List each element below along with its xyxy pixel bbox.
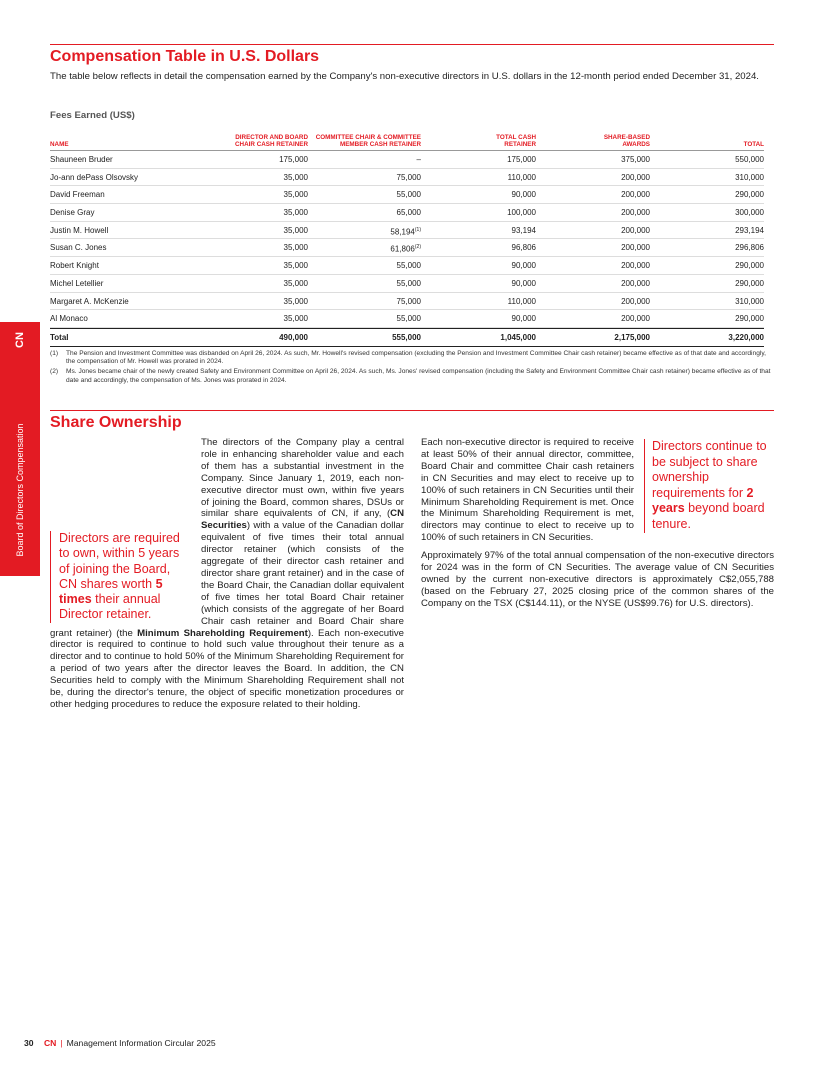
cell-share-awards [560,314,650,323]
intro-paragraph: The table below reflects in detail the compensation earned by the Company's non-executive directors in U.S. dollars in the 12-month period ended December 31, 2024. [50,71,759,82]
total-cash: 1,045,000 [500,332,536,342]
cell-director-retainer-text: 35,000 [283,243,308,253]
term-min-shareholding: Minimum Shareholding Requirement [137,627,308,639]
cell-director-retainer-text: 35,000 [283,225,308,235]
cell-committee-retainer [331,226,421,237]
section-title-share-ownership: Share Ownership [50,414,182,431]
cell-director-retainer [218,208,308,217]
cell-total-cash [446,261,536,270]
table-row [50,239,764,257]
callout-bold: 2 years [652,485,754,516]
table-footnotes [50,350,776,387]
cell-director-retainer [218,226,308,235]
cell-total [674,279,764,288]
cell-name-text: Susan C. Jones [50,243,107,253]
sidebar-section-label: Board of Directors Compensation [15,423,25,557]
header-total: TOTAL [743,141,764,148]
footnote-text: Ms. Jones became chair of the newly created Safety and Environment Committee on April 26, 2024. As such, Ms. Jones' revised compensation (including the Safety and Environment Committee Chair cash retainer) became effective as of that date and accordingly, the compensation of Ms. Jones was prorated in 2024. [66,368,771,384]
table-total-row [50,328,764,347]
cell-total [674,261,764,270]
footer-separator: | [60,1038,63,1048]
cell-name [50,190,105,199]
cell-committee-retainer [331,173,421,182]
paragraph-text: The directors of the Company play a central role in enhancing shareholder value and each of them has a substantial investment in the Company. Since January 1, 2019, each non-executive director must own, within five years of joining the Board, common shares, DSUs or similar share equivalents of CN, if any, ( [201,437,404,520]
cell-total-cash [446,173,536,182]
cell-total-cash [446,297,536,306]
cell-share-awards-text: 200,000 [621,190,650,200]
cell-name-text: Denise Gray [50,208,95,218]
section-title-compensation: Compensation Table in U.S. Dollars [50,48,320,65]
cell-total [674,190,764,199]
cell-director-retainer-text: 35,000 [283,296,308,306]
cell-total-cash-text: 90,000 [511,261,536,271]
cn-logo: CN [14,332,26,348]
cell-director-retainer [218,297,308,306]
table-row [50,204,764,222]
page-number: 30 [24,1038,34,1048]
cell-director-retainer [218,155,308,164]
cell-committee-retainer [331,261,421,270]
cell-total-cash-text: 100,000 [507,208,536,218]
cell-name-text: Al Monaco [50,314,88,324]
cell-name [50,173,138,182]
cell-director-retainer-text: 35,000 [283,261,308,271]
cell-total-cash-text: 110,000 [507,296,536,306]
cell-share-awards-text: 200,000 [621,296,650,306]
callout-five-times [50,531,189,623]
cell-total-cash [446,226,536,235]
table-row [50,186,764,204]
header-name: NAME [50,141,69,148]
cell-total-text: 290,000 [735,261,764,271]
cell-name-text: Robert Knight [50,261,99,271]
total-label: Total [50,332,69,342]
cell-share-awards-text: 375,000 [621,155,650,164]
cell-committee-retainer [331,190,421,199]
cell-total-cash-text: 90,000 [511,278,536,288]
callout-bold: 5 times [59,576,163,607]
header-total-cash: TOTAL CASH RETAINER [496,134,536,148]
paragraph-text: ). Each non-executive director is required to continue to hold such value throughout their tenure as a director and to continue to hold 50% of the Minimum Shareholding Requirement for a period of two years after the director leaves the Board. In addition, the CN Securities held to comply with the Minimum Shareholding Requirement shall not be, during the director's tenure, the object of specific monetization procedures or other hedging procedures to reduce the exposure related to their holding. [50,627,404,710]
table-body [50,151,764,328]
cell-name [50,261,99,270]
cell-total [674,173,764,182]
cell-total-text: 290,000 [735,314,764,324]
cell-share-awards-text: 200,000 [621,208,650,218]
cell-total [674,208,764,217]
cell-share-awards [560,243,650,252]
cell-name [50,297,129,306]
cell-name [50,208,94,217]
cell-director-retainer [218,314,308,323]
cell-total-text: 290,000 [735,278,764,288]
cell-share-awards-text: 200,000 [621,225,650,235]
cell-total [674,155,764,164]
footnote-text: The Pension and Investment Committee was disbanded on April 26, 2024. As such, Mr. Howell's revised compensation (excluding the Pension and Investment Committee Chair cash retainer) became effective as of that date and accordingly, the compensation of Mr. Howell was prorated in 2024. [66,350,766,366]
cell-committee-retainer [331,279,421,288]
cell-total-text: 296,806 [735,243,764,253]
footnote-1 [50,350,776,366]
table-row [50,151,764,169]
footnote-number: (2) [50,368,59,376]
cell-total-cash [446,208,536,217]
footnote-ref: (1) [414,226,421,233]
section-sidebar [0,322,40,576]
cell-committee-retainer [331,297,421,306]
cell-share-awards-text: 200,000 [621,314,650,324]
cell-total-cash [446,243,536,252]
footnote-ref: (2) [414,244,421,251]
cell-committee-retainer-text: 55,000 [396,190,421,200]
cell-total-cash-text: 110,000 [507,172,536,182]
cell-committee-retainer [331,208,421,217]
paragraph-retainers: Each non-executive director is required to receive at least 50% of their annual director, committee, Board Chair and committee Chair cash retainers in CN Securities and may elect to receive up to 100% of such retainers in CN Securities until their Minimum Shareholding Requirement is met. Once the Minimum Shareholding Requirement is met, directors may continue to elect to receive up to 100% of such retainers in CN Securities. [421,437,634,544]
top-rule [50,44,774,45]
cell-share-awards [560,226,650,235]
cell-director-retainer-text: 35,000 [283,278,308,288]
cell-committee-retainer [331,314,421,323]
cell-share-awards [560,297,650,306]
cell-total-cash [446,190,536,199]
cell-total-text: 300,000 [735,208,764,218]
fees-earned-label: Fees Earned (US$) [50,110,135,121]
cell-share-awards-text: 200,000 [621,261,650,271]
cell-total-cash-text: 90,000 [511,190,536,200]
header-share-awards: SHARE-BASED AWARDS [603,134,650,148]
cell-name [50,314,88,323]
cell-committee-retainer-text: 58,194 [390,227,415,237]
cell-committee-retainer-text: – [416,155,421,164]
paragraph-text: ) with a value of the Canadian dollar equivalent of five times their total annual director retainer (which consists of the aggregate of their director cash retainer and director share grant retainer) and in the case of the Board Chair, the Canadian dollar equivalent of five times her total Board Chair retainer (which consists of the aggregate of her Board Chair cash retainer and Board Chair share grant retainer) (the [50,520,404,639]
cell-committee-retainer-text: 75,000 [396,296,421,306]
cell-committee-retainer-text: 55,000 [396,314,421,324]
cell-director-retainer-text: 35,000 [283,190,308,200]
cell-total-cash-text: 93,194 [511,225,536,235]
cell-director-retainer [218,261,308,270]
cell-name-text: Justin M. Howell [50,225,109,235]
cell-total-cash [446,279,536,288]
cell-share-awards-text: 200,000 [621,278,650,288]
cell-name [50,243,106,252]
cell-committee-retainer [331,243,421,254]
cell-name-text: David Freeman [50,190,105,200]
cell-total [674,243,764,252]
term-cn-securities: CN Securities [201,508,404,532]
footnote-number: (1) [50,350,59,357]
cell-share-awards-text: 200,000 [621,243,650,253]
callout-text: their annual Director retainer. [59,592,161,622]
cell-director-retainer [218,190,308,199]
cell-name [50,155,113,164]
share-ownership-right-column [421,437,774,616]
cell-total [674,314,764,323]
callout-text: beyond board tenure. [652,501,765,531]
total-total: 3,220,000 [728,332,764,342]
cell-director-retainer-text: 35,000 [283,208,308,218]
cell-total-cash-text: 90,000 [511,314,536,324]
cell-share-awards [560,279,650,288]
share-ownership-left-column [50,437,404,711]
cell-committee-retainer [331,155,421,164]
cell-committee-retainer-text: 55,000 [396,278,421,288]
cell-name-text: Margaret A. McKenzie [50,296,129,306]
cell-total [674,297,764,306]
cell-share-awards [560,261,650,270]
cell-director-retainer-text: 35,000 [283,314,308,324]
cell-total-text: 293,194 [735,225,764,235]
cell-total-cash-text: 96,806 [511,243,536,253]
cell-director-retainer [218,243,308,252]
table-row [50,169,764,187]
total-director: 490,000 [279,332,308,342]
callout-text: Directors continue to be subject to share ownership requirements for [652,439,767,500]
cell-name [50,226,108,235]
cell-share-awards [560,173,650,182]
callout-two-years [644,439,774,533]
cell-director-retainer [218,279,308,288]
total-share: 2,175,000 [614,332,650,342]
cell-committee-retainer-text: 65,000 [396,208,421,218]
table-header [50,122,764,151]
total-committee: 555,000 [392,332,421,342]
callout-text: Directors are required to own, within 5 years of joining the Board, CN shares worth [59,531,180,591]
cell-share-awards [560,208,650,217]
header-director-retainer: DIRECTOR AND BOARD CHAIR CASH RETAINER [235,134,308,148]
table-row [50,293,764,311]
section-rule [50,410,774,411]
cell-director-retainer [218,173,308,182]
paragraph-ownership-value: Approximately 97% of the total annual compensation of the non-executive directors for 2024 was in the form of CN Securities. The average value of CN Securities owned by the current non-executive directors is approximately C$2,055,788 (based on the February 27, 2025 closing price of the common shares of the Company on the TSX (C$144.11), or the NYSE (US$99.76) for U.S. directors). [421,550,774,609]
cell-total-text: 290,000 [735,190,764,200]
table-row [50,257,764,275]
cell-name-text: Shauneen Bruder [50,155,113,164]
cell-total-cash [446,314,536,323]
cell-director-retainer-text: 35,000 [283,172,308,182]
cell-committee-retainer-text: 55,000 [396,261,421,271]
compensation-table [50,122,764,347]
cell-share-awards-text: 200,000 [621,172,650,182]
cell-name-text: Jo-ann dePass Olsovsky [50,172,139,182]
cell-total-text: 310,000 [735,172,764,182]
cell-share-awards [560,190,650,199]
cell-name [50,279,103,288]
cell-total [674,226,764,235]
table-row [50,310,764,328]
cell-total-cash [446,155,536,164]
cell-share-awards [560,155,650,164]
table-row [50,275,764,293]
cell-name-text: Michel Letellier [50,278,104,288]
footer-brand: CN [43,1038,57,1048]
footnote-2 [50,368,776,384]
cell-total-text: 310,000 [735,296,764,306]
cell-committee-retainer-text: 61,806 [390,245,415,255]
page-footer [24,1038,216,1048]
cell-committee-retainer-text: 75,000 [396,172,421,182]
cell-total-cash-text: 175,000 [507,155,536,164]
cell-total-text: 550,000 [735,155,764,164]
document-title: Management Information Circular 2025 [66,1038,216,1048]
header-committee-retainer: COMMITTEE CHAIR & COMMITTEE MEMBER CASH RETAINER [315,134,421,148]
table-row [50,222,764,240]
cell-director-retainer-text: 175,000 [279,155,308,164]
